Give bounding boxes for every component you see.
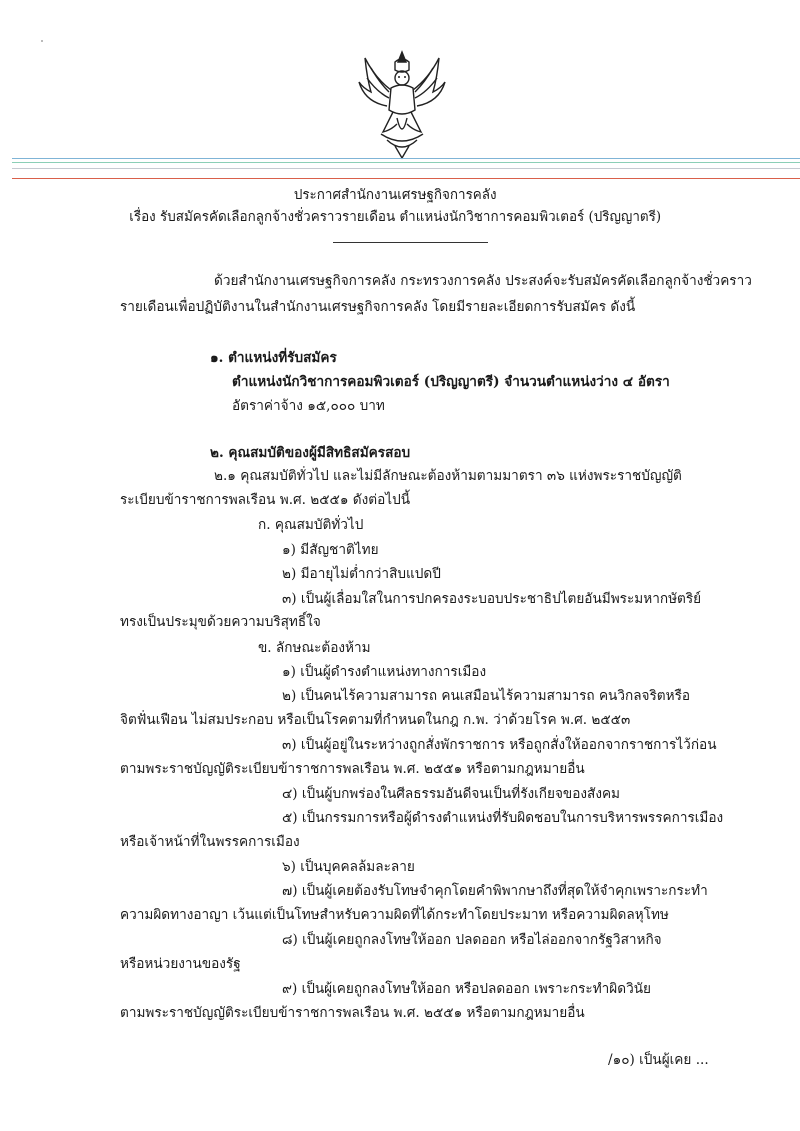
item-b7-line-2: ความผิดทางอาญา เว้นแต่เป็นโทษสำหรับความผิดที่ได้กระทำโดยประมาท หรือความผิดลหุโทษ xyxy=(120,907,669,923)
section-1-wage: อัตราค่าจ้าง ๑๕,๐๐๐ บาท xyxy=(232,398,385,414)
scan-speck xyxy=(41,40,43,42)
subsection-a-heading: ก. คุณสมบัติทั่วไป xyxy=(258,517,364,533)
announcement-subject: เรื่อง รับสมัครคัดเลือกลูกจ้างชั่วคราวรายเดือน ตำแหน่งนักวิชาการคอมพิวเตอร์ (ปริญญาตรี) xyxy=(129,209,662,225)
item-b2-line-2: จิตฟั่นเฟือน ไม่สมประกอบ หรือเป็นโรคตามที่กำหนดในกฎ ก.พ. ว่าด้วยโรค พ.ศ. ๒๕๕๓ xyxy=(120,712,631,728)
section-1-position: ตำแหน่งนักวิชาการคอมพิวเตอร์ (ปริญญาตรี) จำนวนตำแหน่งว่าง ๔ อัตรา xyxy=(232,374,670,390)
garuda-emblem-icon xyxy=(357,48,447,160)
section-2-heading: ๒. คุณสมบัติของผู้มีสิทธิสมัครสอบ xyxy=(210,445,411,461)
item-a3-line-1: ๓) เป็นผู้เลื่อมใสในการปกครองระบอบประชาธิปไตยอันมีพระมหากษัตริย์ xyxy=(282,591,702,607)
item-b8-line-1: ๘) เป็นผู้เคยถูกลงโทษให้ออก ปลดออก หรือไล่ออกจากรัฐวิสาหกิจ xyxy=(282,932,662,948)
intro-line-1: ด้วยสำนักงานเศรษฐกิจการคลัง กระทรวงการคลัง ประสงค์จะรับสมัครคัดเลือกลูกจ้างชั่วคราว xyxy=(214,273,752,289)
item-a2: ๒) มีอายุไม่ต่ำกว่าสิบแปดปี xyxy=(282,566,441,582)
item-b5-line-1: ๕) เป็นกรรมการหรือผู้ดำรงตำแหน่งที่รับผิดชอบในการบริหารพรรคการเมือง xyxy=(282,810,724,826)
item-b3-line-2: ตามพระราชบัญญัติระเบียบข้าราชการพลเรือน พ.ศ. ๒๕๕๑ หรือตามกฎหมายอื่น xyxy=(120,761,585,777)
item-b9-line-1: ๙) เป็นผู้เคยถูกลงโทษให้ออก หรือปลดออก เพราะกระทำผิดวินัย xyxy=(282,981,651,997)
section-1-heading: ๑. ตำแหน่งที่รับสมัคร xyxy=(210,350,337,366)
item-b2-line-1: ๒) เป็นคนไร้ความสามารถ คนเสมือนไร้ความสามารถ คนวิกลจริตหรือ xyxy=(282,688,691,704)
header-rule-blue xyxy=(12,158,800,159)
item-b8-line-2: หรือหน่วยงานของรัฐ xyxy=(120,956,241,972)
header-rule-gray xyxy=(12,168,800,169)
item-b3-line-1: ๓) เป็นผู้อยู่ในระหว่างถูกสั่งพักราชการ หรือถูกสั่งให้ออกจากราชการไว้ก่อน xyxy=(282,737,717,753)
item-b7-line-1: ๗) เป็นผู้เคยต้องรับโทษจำคุกโดยคำพิพากษาถึงที่สุดให้จำคุกเพราะกระทำ xyxy=(282,883,708,899)
intro-line-2: รายเดือนเพื่อปฏิบัติงานในสำนักงานเศรษฐกิจการคลัง โดยมีรายละเอียดการรับสมัคร ดังนี้ xyxy=(120,299,636,315)
header-rule-red xyxy=(12,178,800,179)
item-b6: ๖) เป็นบุคคลล้มละลาย xyxy=(282,859,415,875)
item-b1: ๑) เป็นผู้ดำรงตำแหน่งทางการเมือง xyxy=(282,664,487,680)
section-2-para-line-1: ๒.๑ คุณสมบัติทั่วไป และไม่มีลักษณะต้องห้ามตามมาตรา ๓๖ แห่งพระราชบัญญัติ xyxy=(214,468,682,484)
header-rule-green xyxy=(12,162,800,163)
section-2-para-line-2: ระเบียบข้าราชการพลเรือน พ.ศ. ๒๕๕๑ ดังต่อไปนี้ xyxy=(120,492,410,508)
item-a1: ๑) มีสัญชาติไทย xyxy=(282,542,379,558)
item-b9-line-2: ตามพระราชบัญญัติระเบียบข้าราชการพลเรือน พ.ศ. ๒๕๕๑ หรือตามกฎหมายอื่น xyxy=(120,1005,585,1021)
page-continuation: /๑๐) เป็นผู้เคย ... xyxy=(608,1052,709,1068)
title-divider xyxy=(333,242,488,243)
subsection-b-heading: ข. ลักษณะต้องห้าม xyxy=(258,640,371,656)
item-b4: ๔) เป็นผู้บกพร่องในศีลธรรมอันดีจนเป็นที่รังเกียจของสังคม xyxy=(282,786,621,802)
item-a3-line-2: ทรงเป็นประมุขด้วยความบริสุทธิ์ใจ xyxy=(120,614,321,630)
announcement-title: ประกาศสำนักงานเศรษฐกิจการคลัง xyxy=(293,187,497,203)
item-b5-line-2: หรือเจ้าหน้าที่ในพรรคการเมือง xyxy=(120,834,300,850)
